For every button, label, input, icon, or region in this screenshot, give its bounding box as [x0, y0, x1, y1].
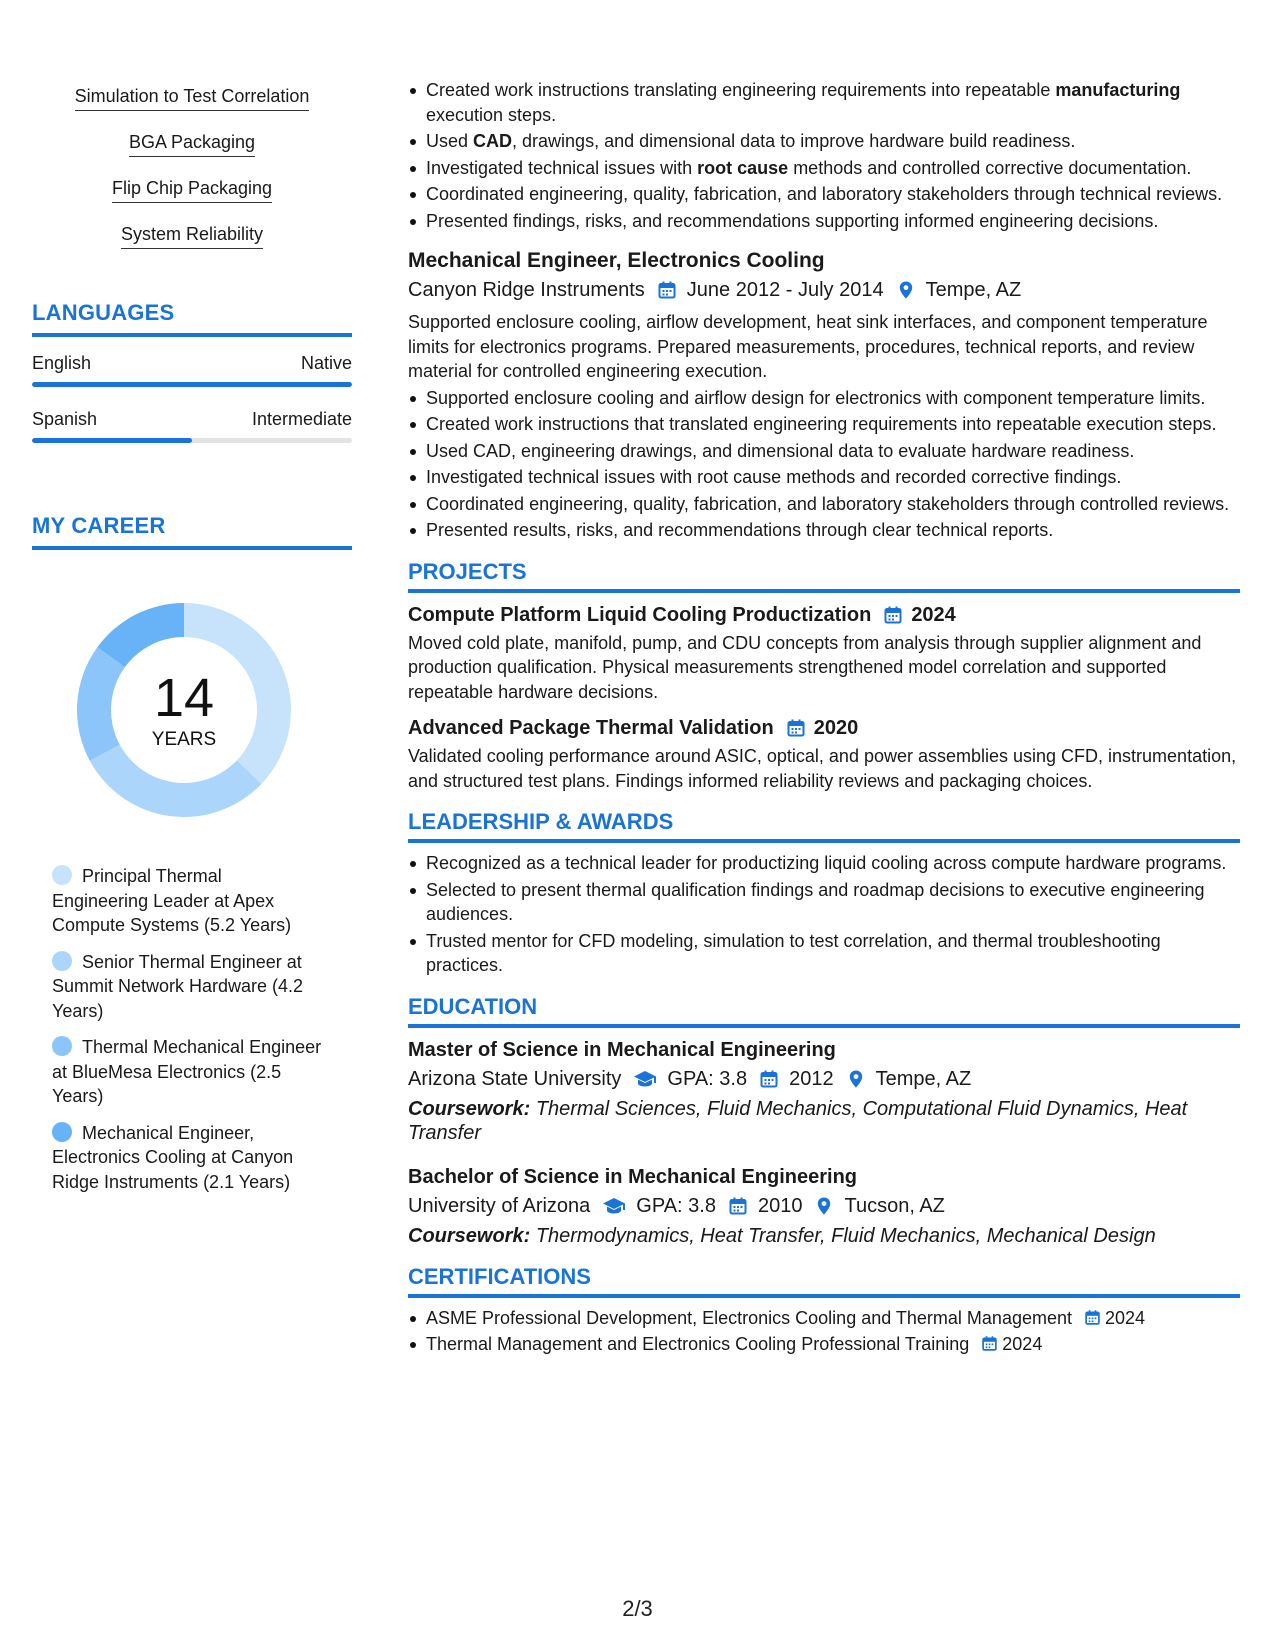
school-location: Tempe, AZ	[875, 1067, 972, 1090]
education-heading: EDUCATION	[408, 994, 1240, 1028]
calendar-icon	[759, 1069, 779, 1089]
project-year: 2020	[813, 717, 859, 739]
bullet-item: Created work instructions that translated engineering requirements into repeatable execution steps.	[408, 412, 1240, 437]
certifications-section	[408, 1264, 1240, 1357]
graduation-year: 2012	[789, 1067, 834, 1090]
education-section	[408, 994, 1240, 1248]
skill-item: Flip Chip Packaging	[112, 176, 272, 203]
bullet-item: Investigated technical issues with root cause methods and recorded corrective findings.	[408, 465, 1240, 490]
map-pin-icon	[896, 280, 916, 300]
certification-item: ASME Professional Development, Electronics Cooling and Thermal Management 2024	[408, 1306, 1240, 1331]
career-legend-item	[52, 950, 322, 1024]
skill-item: System Reliability	[121, 222, 263, 249]
coursework: Coursework: Thermal Sciences, Fluid Mechanics, Computational Fluid Dynamics, Heat Transfer	[408, 1097, 1188, 1144]
skill-item: BGA Packaging	[129, 130, 255, 157]
project-year: 2024	[911, 603, 956, 626]
main-content	[408, 78, 1240, 1359]
skill-item: Simulation to Test Correlation	[75, 84, 310, 111]
project-description: Validated cooling performance around ASIC, optical, and power assemblies using CFD, instrumentation, and structured test plans. Findings informed reliability reviews and packaging choices.	[408, 746, 1237, 791]
calendar-icon	[728, 1196, 748, 1216]
bullet-item: Supported enclosure cooling and airflow design for electronics with component temperature limits.	[408, 386, 1240, 411]
project-title: Compute Platform Liquid Cooling Productization	[408, 603, 872, 626]
career-heading: MY CAREER	[32, 513, 352, 550]
language-item	[32, 353, 352, 387]
bullet-item: Presented findings, risks, and recommendations supporting informed engineering decisions.	[408, 209, 1240, 234]
bullet-item: Investigated technical issues with root cause methods and controlled corrective documentation.	[408, 156, 1240, 181]
job-summary: Supported enclosure cooling, airflow development, heat sink interfaces, and component temperature limits for electronics programs. Prepared measurements, procedures, technical reports, and review material for controlled engineering execution.	[408, 312, 1208, 381]
career-donut-chart	[64, 590, 304, 830]
map-pin-icon	[846, 1069, 866, 1089]
certification-item: Thermal Management and Electronics Cooling Professional Training 2024	[408, 1332, 1240, 1357]
career-total-number: 14	[153, 668, 215, 728]
bullet-item: Trusted mentor for CFD modeling, simulation to test correlation, and thermal troubleshooting practices.	[408, 929, 1240, 978]
certification-year: 2024	[1002, 1334, 1043, 1354]
degree-title: Master of Science in Mechanical Engineering	[408, 1038, 836, 1061]
skills-list	[32, 84, 352, 268]
project-entry	[408, 601, 1240, 705]
coursework: Coursework: Thermodynamics, Heat Transfer, Fluid Mechanics, Mechanical Design	[408, 1224, 1156, 1247]
languages-heading: LANGUAGES	[32, 300, 352, 337]
languages-section	[32, 300, 352, 443]
gpa: GPA: 3.8	[636, 1194, 716, 1217]
job-location: Tempe, AZ	[925, 279, 1022, 301]
career-total-unit: YEARS	[151, 729, 217, 750]
language-name: Spanish	[32, 409, 98, 429]
bullet-item: Coordinated engineering, quality, fabrication, and laboratory stakeholders through controlled reviews.	[408, 492, 1240, 517]
language-level: Intermediate	[251, 409, 352, 429]
school-name: Arizona State University	[408, 1067, 622, 1090]
graduation-year: 2010	[757, 1194, 803, 1217]
bullet-item: Used CAD, engineering drawings, and dimensional data to evaluate hardware readiness.	[408, 439, 1240, 464]
career-legend-item	[52, 1121, 322, 1195]
legend-dot	[52, 1036, 72, 1056]
projects-section	[408, 559, 1240, 794]
calendar-icon	[883, 605, 903, 625]
legend-dot	[52, 1122, 72, 1142]
job-title: Mechanical Engineer, Electronics Cooling	[408, 249, 825, 272]
language-proficiency-fill	[32, 438, 192, 443]
calendar-icon	[1084, 1309, 1101, 1326]
language-item	[32, 409, 352, 443]
job-meta	[408, 275, 1240, 305]
leadership-heading: LEADERSHIP & AWARDS	[408, 809, 1240, 843]
calendar-icon	[657, 280, 677, 300]
graduation-cap-icon	[602, 1196, 626, 1216]
calendar-icon	[786, 718, 806, 738]
leadership-list	[408, 851, 1240, 978]
project-entry	[408, 714, 1240, 793]
school-location: Tucson, AZ	[844, 1194, 945, 1217]
graduation-cap-icon	[633, 1069, 657, 1089]
gpa: GPA: 3.8	[667, 1067, 748, 1090]
job-bullets	[408, 386, 1240, 543]
degree-title: Bachelor of Science in Mechanical Engineering	[408, 1165, 858, 1188]
bullet-item: Presented results, risks, and recommendations through clear technical reports.	[408, 518, 1240, 543]
school-name: University of Arizona	[408, 1194, 591, 1217]
bullet-item: Used CAD, drawings, and dimensional data to improve hardware build readiness.	[408, 129, 1240, 154]
career-legend-label: Mechanical Engineer, Electronics Cooling at Canyon Ridge Instruments (2.1 Years)	[52, 1122, 294, 1192]
legend-dot	[52, 951, 72, 971]
leadership-section	[408, 809, 1240, 978]
calendar-icon	[981, 1335, 998, 1352]
career-legend	[52, 864, 322, 1194]
bullet-item: Created work instructions translating engineering requirements into repeatable manufacturing execution steps.	[408, 78, 1240, 127]
company-name: Canyon Ridge Instruments	[408, 279, 645, 301]
bullet-item: Coordinated engineering, quality, fabrication, and laboratory stakeholders through technical reviews.	[408, 182, 1240, 207]
project-description: Moved cold plate, manifold, pump, and CDU concepts from analysis through supplier alignment and production qualification. Physical measurements strengthened model correlation and supported repeatable hardware decisions.	[408, 632, 1202, 702]
language-proficiency-bar	[32, 382, 352, 387]
map-pin-icon	[814, 1196, 834, 1216]
language-name: English	[32, 353, 92, 373]
career-section	[32, 513, 352, 1194]
certifications-list	[408, 1306, 1240, 1357]
project-title: Advanced Package Thermal Validation	[408, 717, 774, 739]
education-entry	[408, 1163, 1240, 1248]
bullet-item: Selected to present thermal qualification findings and roadmap decisions to executive engineering audiences.	[408, 878, 1240, 927]
bullet-item: Recognized as a technical leader for productizing liquid cooling across compute hardware programs.	[408, 851, 1240, 876]
language-proficiency-fill	[32, 382, 352, 387]
career-legend-label: Thermal Mechanical Engineer at BlueMesa Electronics (2.5 Years)	[52, 1037, 322, 1106]
page-number: 2/3	[622, 1596, 653, 1621]
projects-heading: PROJECTS	[408, 559, 1240, 593]
sidebar	[32, 84, 352, 1206]
job-dates: June 2012 - July 2014	[686, 279, 884, 301]
language-level: Native	[300, 353, 352, 373]
language-proficiency-bar	[32, 438, 352, 443]
career-legend-item	[52, 864, 322, 938]
career-legend-label: Principal Thermal Engineering Leader at Apex Compute Systems (5.2 Years)	[52, 866, 292, 935]
certification-year: 2024	[1105, 1307, 1146, 1328]
job-entry	[408, 247, 1240, 543]
legend-dot	[52, 865, 72, 885]
education-entry	[408, 1036, 1240, 1145]
career-legend-item	[52, 1035, 322, 1109]
certifications-heading: CERTIFICATIONS	[408, 1264, 1240, 1298]
career-legend-label: Senior Thermal Engineer at Summit Network Hardware (4.2 Years)	[52, 951, 304, 1021]
previous-job-bullets	[408, 78, 1240, 233]
